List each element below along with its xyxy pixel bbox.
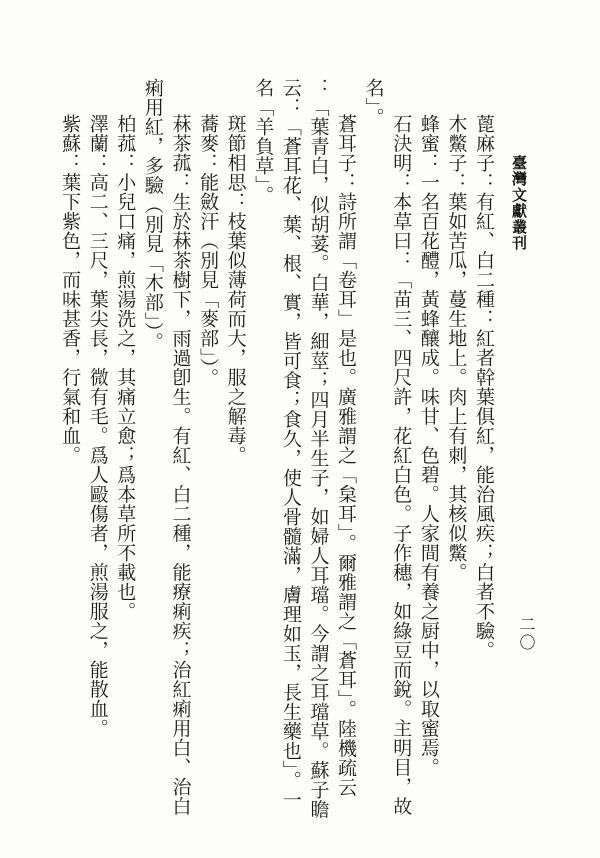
- series-title: 臺灣文獻叢刊: [510, 155, 528, 251]
- text-column-entry-baigu: 柏菰：小兒口痛，煎湯洗之，其痛立愈；爲本草所不載也。: [114, 114, 137, 621]
- text-column-entry-shijueming: 石決明：本草曰：「苗三、四尺許，花紅白色。子作穗，如綠豆而銳。主明目，故: [390, 114, 413, 816]
- text-column-entry-zisu: 紫蘇：葉下紫色，而味甚香，行氣和血。: [59, 114, 82, 465]
- text-column-entry-bimazi: 蓖麻子：有紅、白二種：紅者幹葉俱紅，能治風疾；白者不驗。: [473, 114, 495, 660]
- text-column-entry-fengmi: 蜂蜜：一名百花醴，黃蜂釀成。味甘、色碧。人家間有養之厨中，以取蜜焉。: [417, 114, 440, 777]
- text-column-continuation: 云：「蒼耳花、葉、根、實，皆可食；食久，使人骨髓滿，膚理如玉，長生藥也」。一: [279, 78, 302, 810]
- text-column-entry-banjiexiangsi: 斑節相思：枝葉似薄荷而大，服之解毒。: [224, 114, 247, 465]
- text-column-entry-mubiezi: 木鱉子：葉如苦瓜，蔓生地上。肉上有刺，其核似鱉。: [445, 114, 468, 582]
- text-column-entry-zelan: 澤蘭：高二、三尺，葉尖長，微有毛。爲人毆傷者，煎湯服之，能散血。: [86, 114, 109, 738]
- text-column-continuation: 名「羊負草」。: [252, 78, 275, 205]
- page-number: 二〇: [517, 616, 536, 652]
- text-column-entry-linchagu: 菻茶菰：生於菻茶樹下，雨過卽生。有紅、白二種，能療痢疾；治紅痢用白、治白: [169, 114, 192, 816]
- text-columns: [56, 78, 498, 825]
- text-column-continuation: 名」。: [362, 78, 385, 127]
- text-column-entry-qiaomai: 蕎麥：能斂汗（別見「麥部」）。: [197, 114, 220, 388]
- text-column-continuation: ：「葉青白，似胡荽。白華，細莖；四月半生子，如婦人耳璫。今謂之耳璫草。蘇子瞻: [307, 78, 330, 819]
- text-column-continuation: 痢用紅，多驗（別見「木部」）。: [141, 78, 164, 352]
- text-column-entry-cangerzi: 蒼耳子：詩所謂「卷耳」是也。廣雅謂之「枲耳」。爾雅謂之「蒼耳」。陸機疏云: [335, 114, 358, 797]
